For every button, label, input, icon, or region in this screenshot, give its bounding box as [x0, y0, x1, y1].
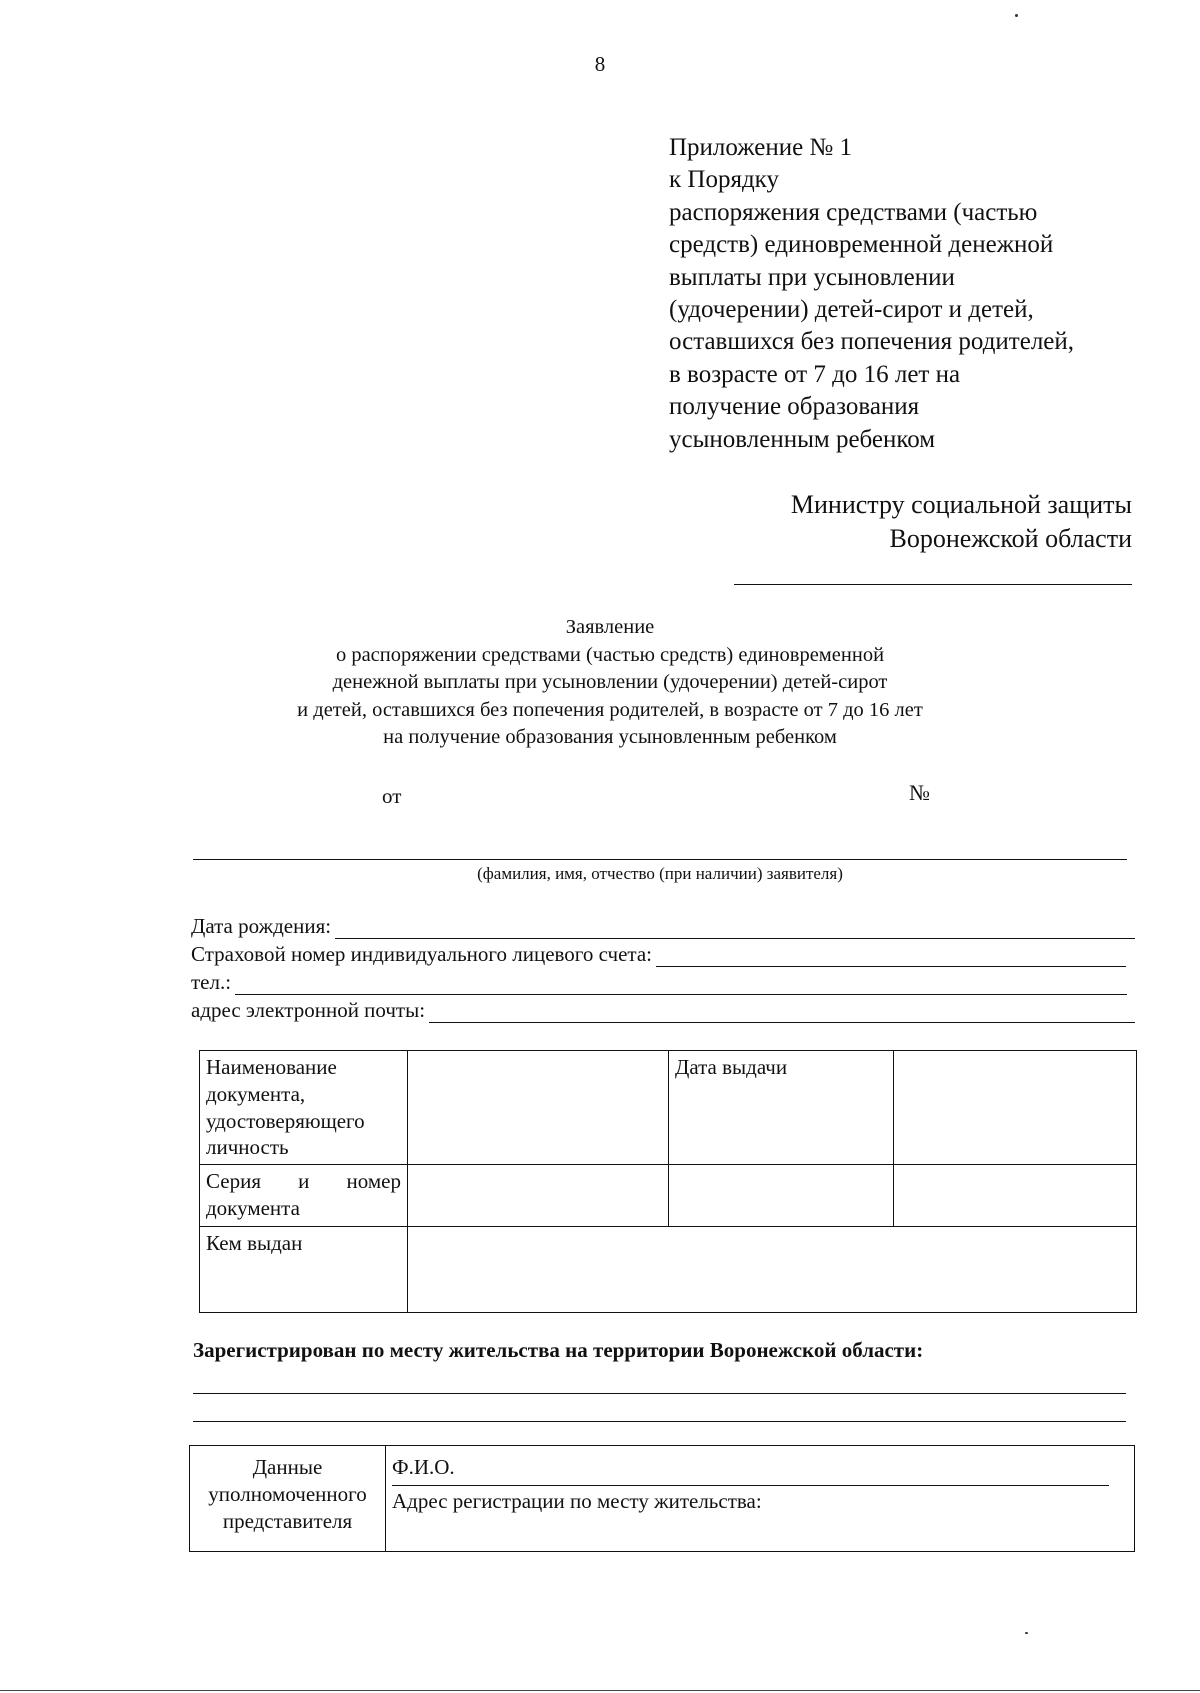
appendix-line: получение образования: [669, 393, 920, 421]
document-name-label: Наименование документа, удостоверяющего личность: [200, 1051, 408, 1165]
appendix-line: Приложение № 1: [669, 134, 853, 161]
phone-label: тел.:: [191, 970, 232, 994]
series-number-cell[interactable]: [408, 1165, 669, 1227]
representative-details-cell: [386, 1446, 1135, 1552]
appendix-line: средств) единовременной денежной: [669, 231, 1054, 259]
snils-label: Страховой номер индивидуального лицевого счета:: [191, 942, 653, 966]
title-heading: Заявление: [565, 616, 655, 638]
appendix-block: [669, 132, 1159, 456]
registration-label: Зарегистрирован по месту жительства на территории Воронежской области:: [193, 1338, 924, 1362]
scan-speck: [1015, 14, 1018, 17]
phone-field[interactable]: [235, 993, 1127, 995]
email-field[interactable]: [429, 1021, 1135, 1023]
scan-bottom-edge: [0, 1690, 1200, 1691]
series-number-label-words: Серия и номер: [206, 1169, 401, 1194]
date-from-label: от: [382, 784, 402, 808]
representative-section-label: Данные уполномоченного представителя: [190, 1446, 386, 1552]
issued-by-cell[interactable]: [408, 1227, 1137, 1313]
addressee-line: Министру социальной защиты: [790, 490, 1132, 519]
appendix-line: к Порядку: [669, 166, 779, 194]
issued-by-label: Кем выдан: [200, 1227, 408, 1313]
application-number-label: №: [909, 780, 930, 805]
title-line: о распоряжении средствами (частью средств) единовременной: [335, 643, 885, 666]
registration-address-line-1[interactable]: [193, 1393, 1126, 1394]
email-row: [191, 998, 1135, 1023]
appendix-line: в возрасте от 7 до 16 лет на: [669, 360, 961, 388]
representative-address-label: Адрес регистрации по месту жительства:: [392, 1489, 762, 1513]
scan-speck: [1025, 1632, 1028, 1634]
appendix-line: усыновленным ребенком: [669, 425, 936, 453]
representative-table: [189, 1445, 1135, 1552]
identity-document-table: [199, 1050, 1137, 1313]
representative-fio-label: Ф.И.О.: [392, 1455, 455, 1479]
issue-date-cell[interactable]: [894, 1051, 1137, 1165]
title-line: на получение образования усыновленным ребенком: [383, 726, 837, 749]
series-number-extra-cell[interactable]: [669, 1165, 894, 1227]
appendix-line: оставшихся без попечения родителей,: [669, 328, 1075, 356]
page-number: 8: [594, 52, 606, 76]
appendix-line: выплаты при усыновлении: [669, 263, 955, 291]
title-line: денежной выплаты при усыновлении (удочерении) детей-сирот: [332, 671, 888, 694]
document-name-cell[interactable]: [408, 1051, 669, 1165]
series-number-label-tail: документа: [206, 1195, 300, 1220]
applicant-fio-caption: (фамилия, имя, отчество (при наличии) заявителя): [477, 864, 843, 883]
snils-row: [191, 942, 1126, 967]
appendix-line: (удочерении) детей-сирот и детей,: [669, 296, 1034, 324]
birth-date-field[interactable]: [335, 937, 1135, 939]
title-line: и детей, оставшихся без попечения родителей, в возрасте от 7 до 16 лет: [297, 698, 923, 721]
email-label: адрес электронной почты:: [191, 998, 426, 1022]
representative-fio-field[interactable]: [392, 1485, 1109, 1486]
issue-date-label: Дата выдачи: [669, 1051, 894, 1165]
series-number-extra-cell[interactable]: [894, 1165, 1137, 1227]
snils-field[interactable]: [656, 965, 1126, 967]
series-number-label: [200, 1165, 408, 1227]
addressee-block: [791, 488, 1132, 556]
birth-date-row: [191, 914, 1135, 939]
addressee-blank-line[interactable]: [734, 584, 1132, 585]
document-title: [180, 614, 1040, 752]
phone-row: [191, 970, 1127, 995]
addressee-line: Воронежской области: [889, 524, 1132, 553]
appendix-line: распоряжения средствами (частью: [669, 198, 1038, 226]
applicant-fio-field[interactable]: [193, 859, 1127, 860]
registration-address-line-2[interactable]: [193, 1421, 1126, 1422]
birth-date-label: Дата рождения:: [191, 914, 332, 938]
